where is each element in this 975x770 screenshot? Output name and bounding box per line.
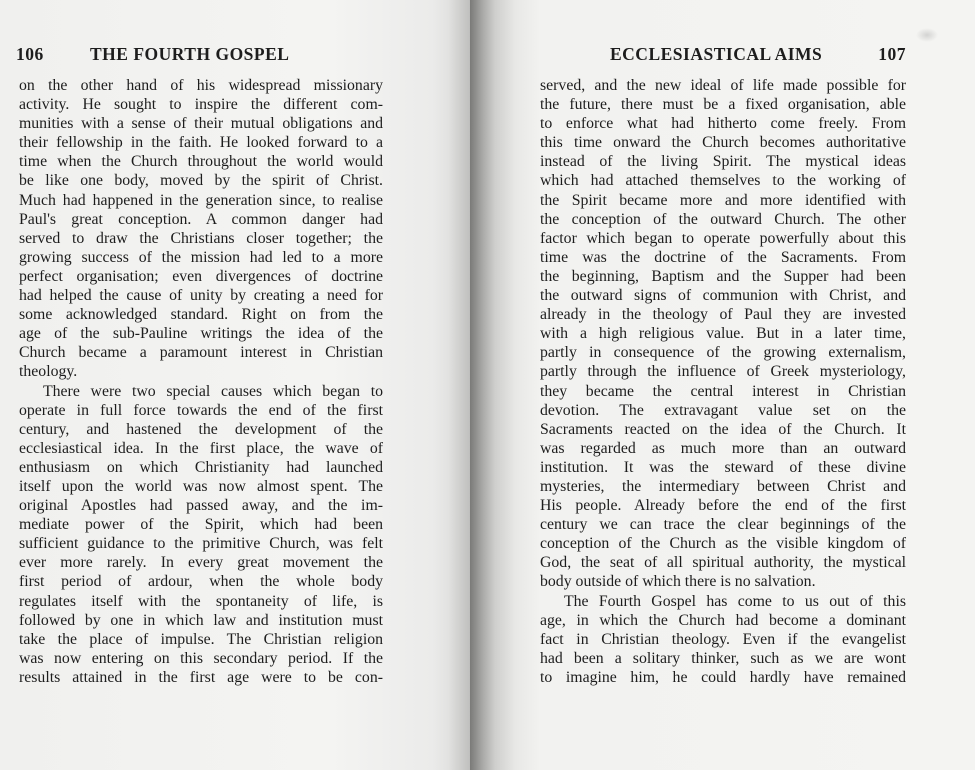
left-text-line: Church became a paramount interest in Christian (19, 344, 383, 362)
left-text-line: original Apostles had passed away, and the im- (19, 497, 383, 515)
right-text-line: already in the theology of Paul they are invested (540, 306, 906, 324)
left-text-line: perfect organisation; even divergences of doctrine (19, 267, 383, 285)
right-text-line: they became the central interest in Christian (540, 382, 906, 400)
left-text-line: on the other hand of his widespread missionary (19, 77, 383, 94)
left-text-line: itself upon the world was now almost spent. The (19, 477, 383, 495)
right-text-line: this time onward the Church becomes authoritative (540, 134, 906, 152)
right-text-line: The Fourth Gospel has come to us out of this (564, 592, 906, 610)
right-text-line: the Spirit became more and more identified with (540, 191, 906, 209)
left-text-line: ever more rarely. In every great movement the (19, 554, 383, 572)
left-text-line: Much had happened in the generation since, to realise (19, 191, 383, 209)
left-text-line: mediate power of the Spirit, which had been (19, 516, 383, 534)
right-text-line: the future, there must be a fixed organisation, able (540, 96, 906, 114)
left-text-line: operate in full force towards the end of the first (19, 401, 383, 419)
left-text-line: There were two special causes which began to (43, 382, 383, 400)
left-text-line: age of the sub-Pauline writings the idea of the (19, 325, 383, 343)
right-text-line: age, in which the Church had become a dominant (540, 611, 906, 629)
left-text-line: activity. He sought to inspire the different com- (19, 96, 383, 114)
left-running-head: THE FOURTH GOSPEL (90, 44, 290, 64)
right-text-line: institution. It was the steward of these divine (540, 458, 906, 476)
left-text-line: results attained in the first age were to be con- (19, 668, 383, 686)
left-text-line: sufficient guidance to the primitive Church, was felt (19, 535, 383, 553)
left-text-line: had helped the cause of unity by creating a need for (19, 287, 383, 305)
left-text-line: Paul's great conception. A common danger had (19, 210, 383, 228)
left-text-line: time when the Church throughout the world would (19, 153, 383, 171)
right-text-line: served, and the new ideal of life made possible for (540, 77, 906, 94)
left-text-line: was now entering on this secondary period. If the (19, 649, 383, 667)
left-page-number: 106 (16, 44, 44, 64)
left-text-line: followed by one in which law and institution must (19, 611, 383, 629)
left-page (0, 0, 470, 770)
right-page-number: 107 (878, 44, 906, 64)
right-text-line: conception of the Church as the visible kingdom of (540, 535, 906, 553)
left-text-line: theology. (19, 363, 78, 381)
left-text-line: their fellowship in the faith. He looked forward to a (19, 134, 383, 152)
left-text-line: be like one body, moved by the spirit of Christ. (19, 172, 383, 190)
left-text-line: take the place of impulse. The Christian religion (19, 630, 383, 648)
right-text-line: devotion. The extravagant value set on the (540, 401, 906, 419)
left-text-line: regulates itself with the spontaneity of life, is (19, 592, 383, 610)
right-text-line: His people. Already before the end of the first (540, 497, 906, 515)
right-text-line: God, the seat of all spiritual authority, the mystical (540, 554, 906, 572)
left-text-line: munities with a sense of their mutual obligations and (19, 115, 383, 133)
right-text-line: the conception of the outward Church. The other (540, 210, 906, 228)
left-page-header (16, 44, 386, 68)
right-text-line: was regarded as much more than an outward (540, 439, 906, 457)
right-text-line: the outward signs of communion with Christ, and (540, 287, 906, 305)
left-text-line: served to draw the Christians closer together; the (19, 229, 383, 247)
right-text-line: Sacraments reacted on the idea of the Church. It (540, 420, 906, 438)
left-text-line: century, and hastened the development of the (19, 420, 383, 438)
right-text-line: factor which began to operate powerfully about this (540, 229, 906, 247)
right-text-line: to imagine him, he could hardly have remained (540, 668, 906, 686)
right-text-line: instead of the living Spirit. The mystical ideas (540, 153, 906, 171)
right-text-line: body outside of which there is no salvation. (540, 573, 816, 591)
right-text-line: had been a solitary thinker, such as we are wont (540, 649, 906, 667)
right-page-header (540, 44, 906, 68)
right-text-line: with a high religious value. But in a later time, (540, 325, 906, 343)
right-text-line: century we can trace the clear beginnings of the (540, 516, 906, 534)
right-text-line: partly in consequence of the growing externalism, (540, 344, 906, 362)
right-text-line: mysteries, the intermediary between Christ and (540, 477, 906, 495)
left-text-line: enthusiasm on which Christianity had launched (19, 458, 383, 476)
right-text-line: time was the doctrine of the Sacraments. From (540, 248, 906, 266)
left-text-line: first period of ardour, when the whole body (19, 573, 383, 591)
right-text-line: fact in Christian theology. Even if the evangelist (540, 630, 906, 648)
left-text-line: growing success of the mission had led to a more (19, 248, 383, 266)
left-text-line: some acknowledged standard. Right on from the (19, 306, 383, 324)
right-text-line: to enforce what had hitherto come freely. From (540, 115, 906, 133)
right-running-head: ECCLESIASTICAL AIMS (610, 44, 823, 64)
right-text-line: which had attached themselves to the working of (540, 172, 906, 190)
right-page-body (540, 76, 906, 687)
left-page-body (19, 76, 383, 687)
right-text-line: the beginning, Baptism and the Supper had been (540, 267, 906, 285)
page-smudge (916, 28, 938, 42)
right-text-line: partly through the influence of Greek mysteriology, (540, 363, 906, 381)
left-text-line: ecclesiastical idea. In the first place, the wave of (19, 439, 383, 457)
